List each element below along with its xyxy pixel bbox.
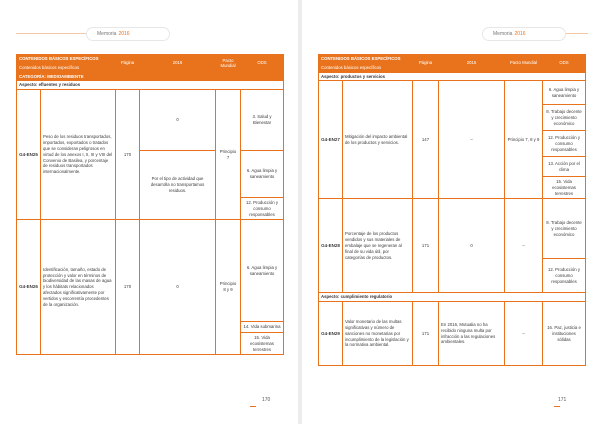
principle-cell: Principio 7, 8 y 9	[505, 81, 543, 199]
ods-cell: 15. Vida ecosistemas terrestres	[543, 177, 586, 199]
value-cell: –	[439, 81, 505, 199]
page-ref: 171	[413, 199, 439, 293]
gri-code: G4-EN28	[319, 199, 343, 293]
ods-cell: 12. Producción y consumo responsables	[543, 131, 586, 157]
ods-cell: 16. Paz, justicia e instituciones sólidas	[543, 302, 586, 366]
page-number: 171	[558, 397, 567, 403]
category-heading: CATEGORÍA: MEDIOAMBIENTE	[17, 72, 284, 81]
aspect-heading: Aspecto: productos y servicios	[319, 72, 586, 81]
col-global-compact: Pacto Mundial	[505, 55, 543, 73]
principle-cell: Principio 7	[216, 90, 241, 220]
principle-cell: Principio 8 y 9	[216, 220, 241, 355]
gri-description: Identificación, tamaño, estado de protección y valor en términos de biodiversidad de las masas de agua y los hábitats relacionados afectados significativamente por vertidos y escorrentía procedentes de la organización.	[41, 220, 116, 355]
aspect-heading: Aspecto: cumplimiento regulatorio	[319, 293, 586, 302]
ods-cell: 12. Producción y consumo responsables	[241, 198, 284, 220]
left-page	[0, 0, 298, 424]
header-year: 2016	[118, 31, 130, 37]
gri-code: G4-EN27	[319, 81, 343, 199]
ods-cell: 3. Salud y Bienestar	[241, 90, 284, 151]
col-page: Página	[116, 55, 140, 73]
ods-cell: 12. Producción y consumo responsables	[543, 259, 586, 293]
section-heading: CONTENIDOS BÁSICOS ESPECÍFICOS	[17, 55, 116, 64]
header-year: 2016	[514, 31, 526, 37]
right-page	[302, 0, 600, 424]
ods-cell: 15. Vida ecosistemas terrestres	[241, 333, 284, 355]
col-ods: ODS	[241, 55, 284, 73]
gri-description: Valor monetario de las multas significativas y número de sanciones no monetarias por incumplimiento de la legislación y la normativa ambiental.	[343, 302, 413, 366]
ods-cell: 6. Agua limpia y saneamiento	[241, 151, 284, 198]
page-number-dash	[250, 406, 256, 407]
page-ref: 147	[413, 81, 439, 199]
header-line	[16, 33, 86, 34]
section-heading: CONTENIDOS BÁSICOS ESPECÍFICOS	[319, 55, 413, 64]
gri-table-left	[16, 54, 284, 355]
value-note: Por el tipo de actividad que desarrolla no transportamos residuos.	[140, 151, 216, 220]
gri-description: Mitigación del impacto ambiental de los productos y servicios.	[343, 81, 413, 199]
ods-cell: 14. Vida submarina	[241, 322, 284, 333]
principle-cell: –	[505, 199, 543, 293]
value-cell: En 2016, Mutualia no ha recibido ninguna multa por infracción a las regulaciones ambientales.	[439, 302, 505, 366]
gri-code: G4-EN29	[319, 302, 343, 366]
gri-code: G4-EN25	[17, 90, 41, 220]
aspect-heading: Aspecto: efluentes y residuos	[17, 81, 284, 90]
value-cell: 0	[439, 199, 505, 293]
ods-cell: 13. Acción por el clima	[543, 157, 586, 177]
col-contents: Contenidos básicos específicos	[17, 63, 116, 72]
ods-cell: 8. Trabajo decente y crecimiento económico	[543, 105, 586, 131]
principle-cell: –	[505, 302, 543, 366]
header-tab	[482, 27, 566, 41]
header-tab	[86, 27, 170, 41]
header-line	[566, 33, 588, 34]
col-global-compact: Pacto Mundial	[216, 55, 241, 73]
col-page: Página	[413, 55, 439, 73]
ods-cell: 6. Agua limpia y saneamiento	[241, 220, 284, 322]
header-title: Memoria	[97, 31, 117, 37]
col-year: 2016	[140, 55, 216, 73]
gri-table-right	[318, 54, 586, 366]
header-title: Memoria	[493, 31, 513, 37]
page-ref: 171	[413, 302, 439, 366]
col-ods: ODS	[543, 55, 586, 73]
col-contents: Contenidos básicos específicos	[319, 63, 413, 72]
page-number-dash	[554, 406, 560, 407]
ods-cell: 6. Agua limpia y saneamiento	[543, 81, 586, 105]
gri-code: G4-EN26	[17, 220, 41, 355]
page-ref: 170	[116, 220, 140, 355]
value-cell: 0	[140, 90, 216, 151]
gri-description: Peso de los residuos transportados, importados, exportados o tratados que se consideran peligrosos en virtud de los anexos I, II, III y VIII del Convenio de Basilea, y porcentaje de residuos transportados internacionalmente.	[41, 90, 116, 220]
page-ref: 170	[116, 90, 140, 220]
page-number: 170	[262, 397, 271, 403]
ods-cell: 8. Trabajo decente y crecimiento económico	[543, 199, 586, 259]
value-cell: 0	[140, 220, 216, 355]
gri-description: Porcentaje de los productos vendidos y sus materiales de embalaje que se regeneran al final de su vida útil, por categorías de productos.	[343, 199, 413, 293]
col-year: 2016	[439, 55, 505, 73]
